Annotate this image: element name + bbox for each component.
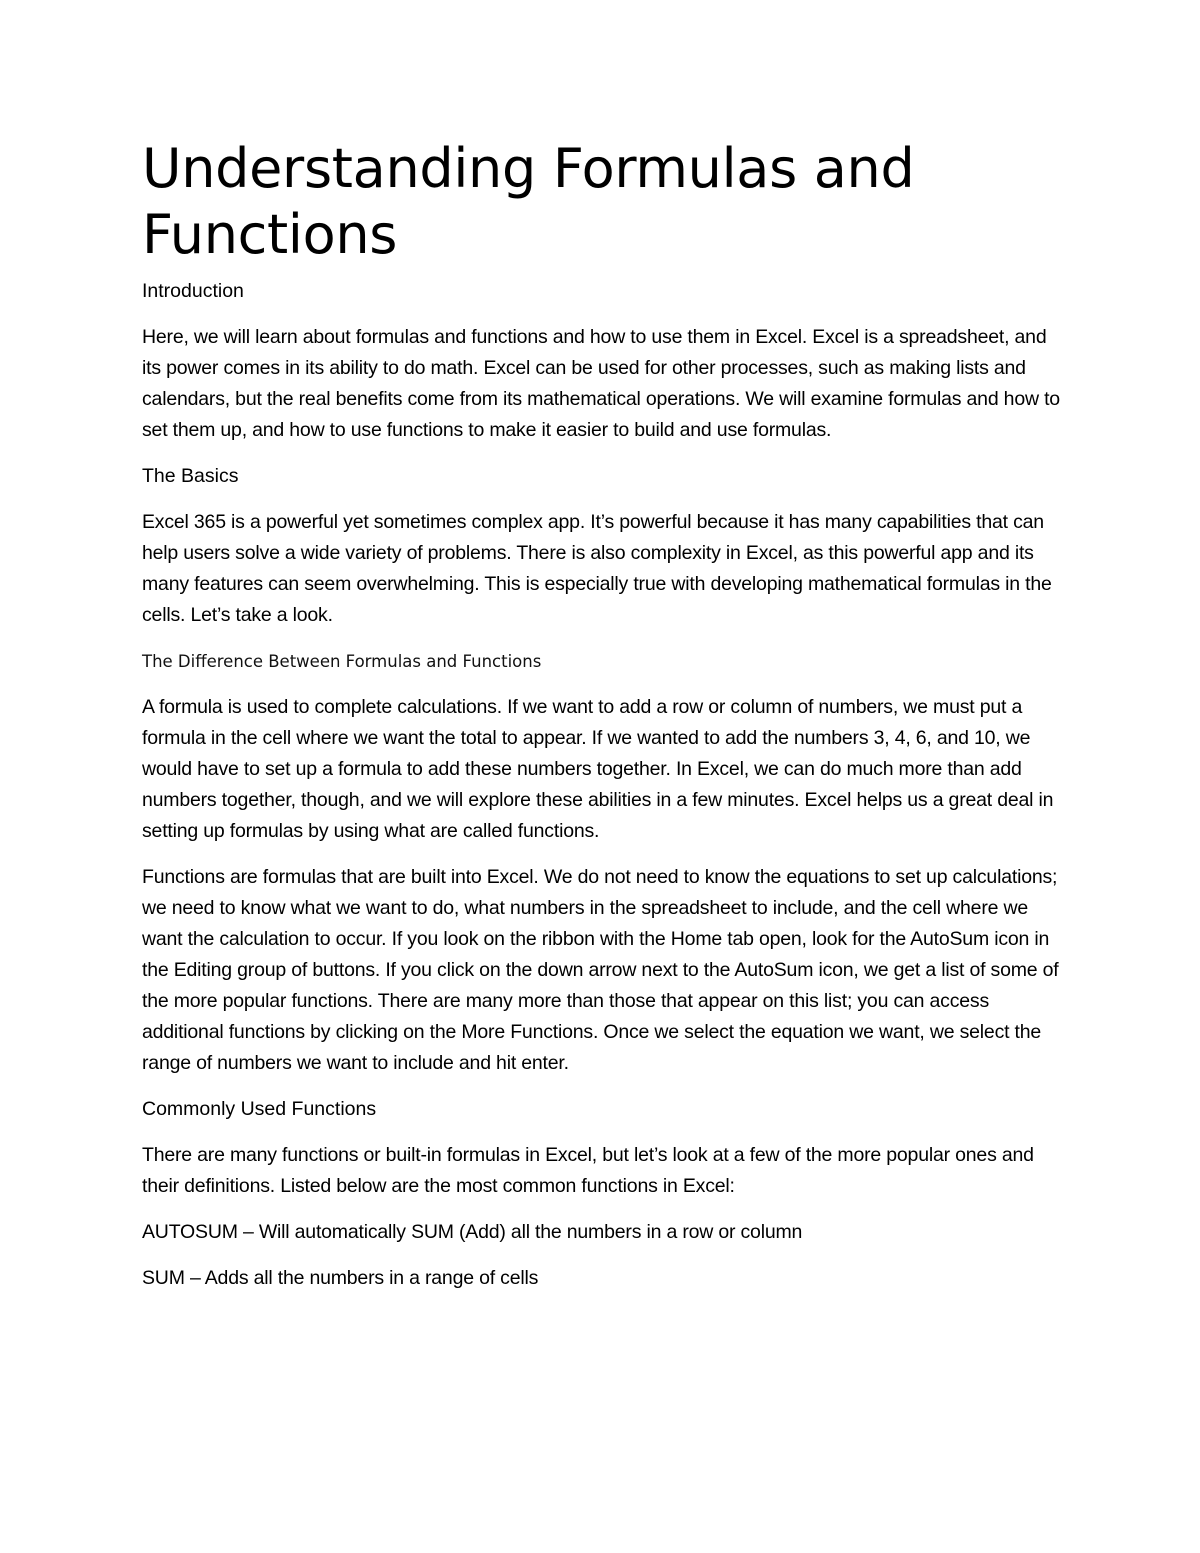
paragraph-formula-definition: A formula is used to complete calculations. If we want to add a row or column of numbers, we must put a formula in the cell where we want the total to appear. If we wanted to add the numbers 3, 4, 6, and 10, we would have to set up a formula to add these numbers together. In Excel, we can do much more than add numbers together, though, and we will explore these abilities in a few minutes. Excel helps us a great deal in setting up formulas by using what are called functions.	[142, 696, 1054, 842]
list-item-autosum: AUTOSUM – Will automatically SUM (Add) all the numbers in a row or column	[142, 1221, 803, 1243]
paragraph-basics: Excel 365 is a powerful yet sometimes complex app. It’s powerful because it has many capabilities that can help users solve a wide variety of problems. There is also complexity in Excel, as this powerful app and its many features can seem overwhelming. This is especially true with developing mathematical formulas in the cells. Let’s take a look.	[142, 511, 1052, 626]
section-heading-common-functions: Commonly Used Functions	[142, 1098, 377, 1120]
section-heading-difference: The Difference Between Formulas and Functions	[142, 652, 542, 671]
document-body	[142, 136, 1062, 1309]
paragraph-introduction: Here, we will learn about formulas and functions and how to use them in Excel. Excel is a spreadsheet, and its power comes in its ability to do math. Excel can be used for other processes, such as making lists and calendars, but the real benefits come from its mathematical operations. We will examine formulas and how to set them up, and how to use functions to make it easier to build and use formulas.	[142, 326, 1060, 441]
section-heading-basics: The Basics	[142, 465, 239, 487]
paragraph-common-functions: There are many functions or built-in formulas in Excel, but let’s look at a few of the more popular ones and their definitions. Listed below are the most common functions in Excel:	[142, 1144, 1034, 1197]
list-item-sum: SUM – Adds all the numbers in a range of cells	[142, 1267, 539, 1289]
document-title: Understanding Formulas and Functions	[142, 137, 915, 266]
section-heading-introduction: Introduction	[142, 280, 244, 302]
paragraph-function-definition: Functions are formulas that are built into Excel. We do not need to know the equations to set up calculations; we need to know what we want to do, what numbers in the spreadsheet to include, and the cell where we want the calculation to occur. If you look on the ribbon with the Home tab open, look for the AutoSum icon in the Editing group of buttons. If you click on the down arrow next to the AutoSum icon, we get a list of some of the more popular functions. There are many more than those that appear on this list; you can access additional functions by clicking on the More Functions. Once we select the equation we want, we select the range of numbers we want to include and hit enter.	[142, 866, 1059, 1074]
